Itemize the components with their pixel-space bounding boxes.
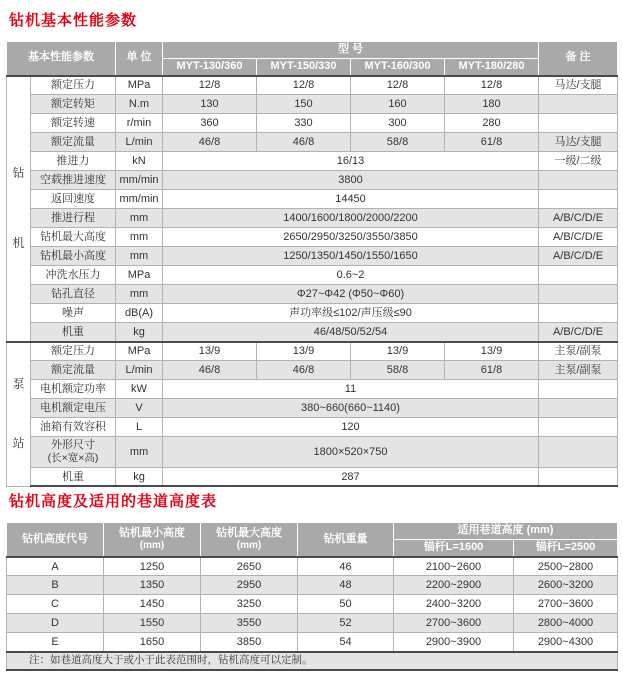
value-cell: 12/8: [163, 76, 257, 95]
remark-cell: 主泵/副泵: [539, 342, 618, 361]
unit-cell: MPa: [116, 76, 163, 95]
unit-cell: kW: [116, 380, 163, 399]
height-table: [6, 522, 618, 671]
section1-title: 钻机基本性能参数: [9, 12, 138, 29]
remark-cell: 主泵/副泵: [539, 361, 618, 380]
value-cell: 46/8: [257, 133, 351, 152]
height-row: [7, 633, 618, 652]
height-cell: B: [7, 576, 104, 595]
header-row-1: [7, 42, 618, 59]
spec-row: [7, 418, 618, 437]
group-label-char: 机: [12, 235, 25, 250]
value-cell-merged: 2650/2950/3250/3550/3850: [163, 228, 539, 247]
unit-cell: L: [116, 418, 163, 437]
value-cell: 130: [163, 95, 257, 114]
remark-cell: [539, 266, 618, 285]
unit-cell: mm/min: [116, 190, 163, 209]
param-name: 额定转速: [31, 114, 116, 133]
remark-cell: [539, 114, 618, 133]
height-cell: E: [7, 633, 104, 652]
value-cell: 300: [351, 114, 445, 133]
group-label-drill: [7, 76, 31, 342]
height-cell: 1650: [104, 633, 201, 652]
remark-cell: [539, 95, 618, 114]
value-cell-merged: 1250/1350/1450/1550/1650: [163, 247, 539, 266]
param-name: 钻机最小高度: [31, 247, 116, 266]
height-cell: D: [7, 614, 104, 633]
performance-table-header: [7, 42, 618, 76]
spec-row: [7, 342, 618, 361]
height-cell: 2950: [201, 576, 298, 595]
height-cell: 1550: [104, 614, 201, 633]
spec-row: [7, 323, 618, 342]
value-cell: 330: [257, 114, 351, 133]
value-cell-merged: 16/13: [163, 152, 539, 171]
remark-cell: A/B/C/D/E: [539, 228, 618, 247]
param-name: 空载推进速度: [31, 171, 116, 190]
value-cell-merged: Φ27~Φ42 (Φ50~Φ60): [163, 285, 539, 304]
value-cell: 46/8: [163, 361, 257, 380]
height-row: [7, 595, 618, 614]
header-model-2: MYT-150/330: [257, 58, 351, 75]
height-cell: 54: [298, 633, 394, 652]
value-cell: 13/9: [351, 342, 445, 361]
spec-row: [7, 190, 618, 209]
remark-cell: [539, 467, 618, 486]
height-cell: 1450: [104, 595, 201, 614]
param-name: 额定压力: [31, 342, 116, 361]
value-cell: 12/8: [257, 76, 351, 95]
remark-cell: [539, 171, 618, 190]
header-max-height-line1: 钻机最大高度: [216, 526, 282, 539]
remark-cell: A/B/C/D/E: [539, 323, 618, 342]
param-name: 电机额定功率: [31, 380, 116, 399]
header-remark: 备 注: [539, 42, 618, 76]
remark-cell: [539, 190, 618, 209]
unit-cell: mm: [116, 285, 163, 304]
height-cell: 2200~2900: [394, 576, 514, 595]
unit-cell: kg: [116, 467, 163, 486]
value-cell: 160: [351, 95, 445, 114]
value-cell: 12/8: [445, 76, 539, 95]
remark-cell: A/B/C/D/E: [539, 209, 618, 228]
spec-row: [7, 266, 618, 285]
height-cell: 2900~3900: [394, 633, 514, 652]
param-line2: (长×宽×高): [47, 452, 99, 465]
unit-cell: r/min: [116, 114, 163, 133]
unit-cell: L/min: [116, 133, 163, 152]
spec-row: [7, 171, 618, 190]
value-cell: 61/8: [445, 133, 539, 152]
param-name: 额定流量: [31, 133, 116, 152]
spec-row: [7, 304, 618, 323]
spec-row: [7, 399, 618, 418]
spec-row: [7, 228, 618, 247]
height-cell: 2100~2600: [394, 557, 514, 576]
value-cell-merged: 声功率级≤102/声压级≤90: [163, 304, 539, 323]
remark-cell: [539, 304, 618, 323]
header-max-height: [201, 523, 298, 557]
value-cell: 280: [445, 114, 539, 133]
value-cell: 58/8: [351, 361, 445, 380]
remark-cell: [539, 399, 618, 418]
height-cell: 48: [298, 576, 394, 595]
value-cell: 180: [445, 95, 539, 114]
unit-cell: mm: [116, 228, 163, 247]
height-cell: 2400~3200: [394, 595, 514, 614]
height-table-body: [7, 557, 618, 652]
height-cell: 1250: [104, 557, 201, 576]
unit-cell: V: [116, 399, 163, 418]
height-cell: 3250: [201, 595, 298, 614]
height-cell: C: [7, 595, 104, 614]
height-cell: 3550: [201, 614, 298, 633]
unit-cell: N.m: [116, 95, 163, 114]
header-param: 基本性能参数: [7, 42, 116, 76]
param-name: 额定压力: [31, 76, 116, 95]
height-cell: 2700~3600: [394, 614, 514, 633]
value-cell: 150: [257, 95, 351, 114]
height-cell: 2700~3600: [514, 595, 618, 614]
header-model-group: 型 号: [163, 42, 539, 59]
value-cell: 13/9: [163, 342, 257, 361]
param-name: 油箱有效容积: [31, 418, 116, 437]
height-cell: 2600~3200: [514, 576, 618, 595]
section2-title: 钻机高度及适用的巷道高度表: [9, 493, 218, 511]
height-cell: 46: [298, 557, 394, 576]
value-cell-merged: 46/48/50/52/54: [163, 323, 539, 342]
header-unit: 单 位: [116, 42, 163, 76]
spec-row: [7, 76, 618, 95]
spec-row: [7, 467, 618, 486]
note-row: [7, 652, 618, 670]
param-name: 电机额定电压: [31, 399, 116, 418]
value-cell: 58/8: [351, 133, 445, 152]
unit-cell: mm: [116, 209, 163, 228]
table-note: 注：如巷道高度大于或小于此表范围时，钻机高度可以定制。: [7, 652, 618, 670]
unit-cell: mm/min: [116, 171, 163, 190]
spec-row: [7, 437, 618, 468]
height-cell: 2650: [201, 557, 298, 576]
group-label-char: 钻: [12, 165, 25, 180]
header-max-height-unit: (mm): [236, 540, 262, 552]
unit-cell: L/min: [116, 361, 163, 380]
spec-row: [7, 152, 618, 171]
param-name: 机重: [31, 467, 116, 486]
param-name: 钻机最大高度: [31, 228, 116, 247]
height-cell: 2900~4300: [514, 633, 618, 652]
height-cell: 52: [298, 614, 394, 633]
param-name: 冲洗水压力: [31, 266, 116, 285]
group-label-text: [7, 77, 30, 341]
remark-cell: 马达/支腿: [539, 133, 618, 152]
spec-row: [7, 247, 618, 266]
spec-row: [7, 95, 618, 114]
remark-cell: 马达/支腿: [539, 76, 618, 95]
header-model-3: MYT-160/300: [351, 58, 445, 75]
remark-cell: [539, 418, 618, 437]
group-label-pump: [7, 342, 31, 487]
unit-cell: dB(A): [116, 304, 163, 323]
remark-cell: [539, 285, 618, 304]
remark-cell: A/B/C/D/E: [539, 247, 618, 266]
value-cell: 46/8: [163, 133, 257, 152]
height-cell: 3850: [201, 633, 298, 652]
param-line1: 外形尺寸: [51, 439, 95, 451]
spec-row: [7, 380, 618, 399]
value-cell-merged: 380~660(660~1140): [163, 399, 539, 418]
unit-cell: mm: [116, 247, 163, 266]
height-cell: 50: [298, 595, 394, 614]
group-label-char: 站: [12, 436, 25, 451]
unit-cell: MPa: [116, 266, 163, 285]
header-model-1: MYT-130/360: [163, 58, 257, 75]
value-cell: 13/9: [445, 342, 539, 361]
value-cell-merged: 0.6~2: [163, 266, 539, 285]
height-cell: 1350: [104, 576, 201, 595]
height-row: [7, 557, 618, 576]
value-cell-merged: 120: [163, 418, 539, 437]
param-name: 额定流量: [31, 361, 116, 380]
header-min-height: [104, 523, 201, 557]
value-cell-merged: 1400/1600/1800/2000/2200: [163, 209, 539, 228]
unit-cell: kN: [116, 152, 163, 171]
height-table-footer: [7, 652, 618, 670]
param-name: [31, 437, 116, 468]
spec-row: [7, 114, 618, 133]
param-name: 返回速度: [31, 190, 116, 209]
remark-cell: [539, 380, 618, 399]
header-model-4: MYT-180/280: [445, 58, 539, 75]
value-cell-merged: 3800: [163, 171, 539, 190]
param-name: 额定转矩: [31, 95, 116, 114]
header-height-code: 钻机高度代号: [7, 523, 104, 557]
remark-cell: 一级/二级: [539, 152, 618, 171]
value-cell: 360: [163, 114, 257, 133]
remark-cell: [539, 437, 618, 468]
unit-cell: kg: [116, 323, 163, 342]
height-cell: 2800~4000: [514, 614, 618, 633]
header-min-height-unit: (mm): [139, 540, 165, 552]
param-name: 噪声: [31, 304, 116, 323]
header-roadway-group: 适用巷道高度 (mm): [394, 523, 618, 540]
value-cell: 12/8: [351, 76, 445, 95]
height-table-header: [7, 523, 618, 557]
header-min-height-line1: 钻机最小高度: [119, 526, 185, 539]
height-row: [7, 614, 618, 633]
value-cell: 13/9: [257, 342, 351, 361]
spec-row: [7, 209, 618, 228]
param-name: 机重: [31, 323, 116, 342]
group-label-char: 泵: [12, 376, 25, 391]
param-name: 推进力: [31, 152, 116, 171]
spec-row: [7, 361, 618, 380]
value-cell: 46/8: [257, 361, 351, 380]
height-header-row-1: [7, 523, 618, 540]
value-cell-merged: 287: [163, 467, 539, 486]
spec-row: [7, 133, 618, 152]
perf-table-body: [7, 76, 618, 487]
header-bolt-1600: 锚杆L=1600: [394, 540, 514, 557]
height-row: [7, 576, 618, 595]
height-cell: 2500~2800: [514, 557, 618, 576]
spec-row: [7, 285, 618, 304]
value-cell: 61/8: [445, 361, 539, 380]
unit-cell: MPa: [116, 342, 163, 361]
param-name: 推进行程: [31, 209, 116, 228]
value-cell-merged: 14450: [163, 190, 539, 209]
header-bolt-2500: 锚杆L=2500: [514, 540, 618, 557]
unit-cell: mm: [116, 437, 163, 468]
value-cell-merged: 1800×520×750: [163, 437, 539, 468]
group-label-text: [7, 343, 30, 486]
header-weight: 钻机重量: [298, 523, 394, 557]
performance-table: [6, 41, 618, 487]
value-cell-merged: 11: [163, 380, 539, 399]
param-name: 钻孔直径: [31, 285, 116, 304]
height-cell: A: [7, 557, 104, 576]
